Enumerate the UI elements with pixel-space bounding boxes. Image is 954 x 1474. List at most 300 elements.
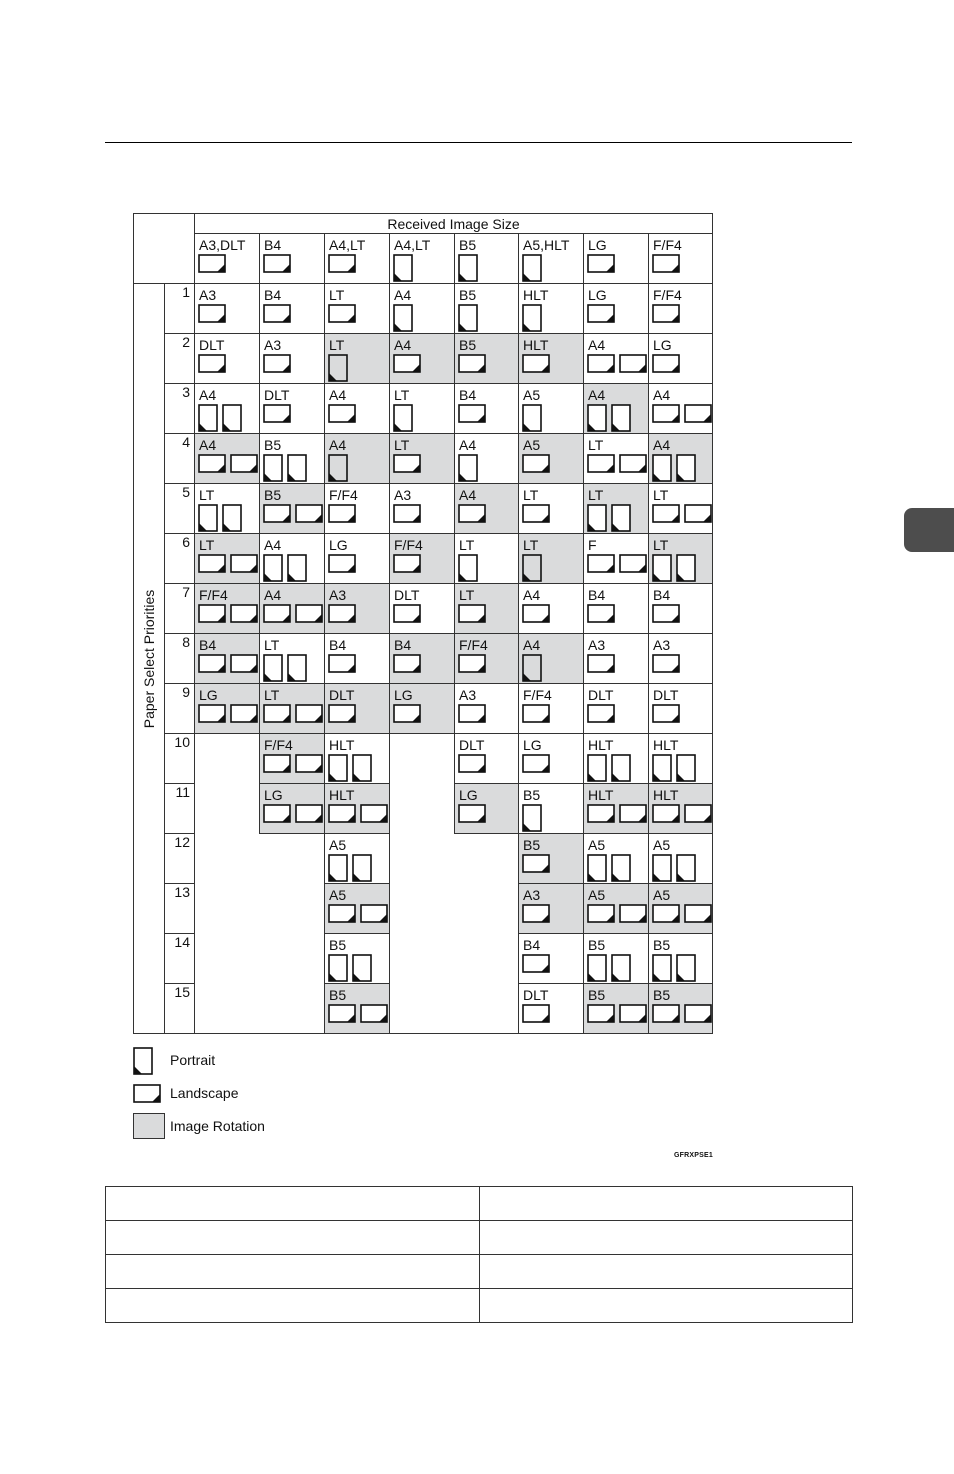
portrait-icon <box>652 854 672 882</box>
landscape-icon <box>263 504 291 523</box>
landscape-icon <box>328 604 356 623</box>
paper-size-label: B4 <box>329 637 347 653</box>
orientation-icons <box>263 254 291 273</box>
portrait-icon <box>352 754 372 782</box>
portrait-icon <box>263 554 283 582</box>
priority-cell <box>584 284 649 334</box>
priority-cell <box>260 634 325 684</box>
orientation-icons <box>522 354 550 373</box>
priority-cell <box>584 934 649 984</box>
landscape-icon <box>328 254 356 273</box>
orientation-icons <box>263 454 307 482</box>
orientation-icons <box>198 254 226 273</box>
paper-size-label: A5 <box>523 437 541 453</box>
portrait-icon <box>611 754 631 782</box>
landscape-icon <box>393 654 421 673</box>
header-row-title <box>134 214 713 234</box>
paper-size-label: A5 <box>329 837 347 853</box>
orientation-icons <box>522 954 550 973</box>
landscape-icon <box>522 854 550 873</box>
landscape-icon <box>230 654 258 673</box>
paper-size-label: A3 <box>459 687 477 703</box>
priority-cell <box>390 584 455 634</box>
landscape-icon <box>587 1004 615 1023</box>
orientation-icons <box>263 404 291 423</box>
priority-cell <box>584 384 649 434</box>
portrait-icon <box>587 504 607 532</box>
orientation-icons <box>393 604 421 623</box>
empty-cell <box>195 784 260 834</box>
paper-size-label: LG <box>329 537 348 553</box>
empty-cell <box>195 834 260 884</box>
paper-size-label: A4 <box>588 387 606 403</box>
paper-size-label: A4 <box>264 587 282 603</box>
orientation-icons <box>263 504 323 523</box>
paper-size-label: LT <box>394 387 410 403</box>
orientation-icons <box>458 704 486 723</box>
column-header <box>584 234 649 284</box>
landscape-icon <box>619 354 647 373</box>
paper-select-priorities-label: Paper Select Priorities <box>141 589 157 728</box>
empty-cell <box>195 934 260 984</box>
table-row <box>134 884 713 934</box>
priority-cell <box>260 334 325 384</box>
paper-size-label: B5 <box>523 837 541 853</box>
portrait-icon <box>263 654 283 682</box>
paper-size-label: LG <box>199 687 218 703</box>
orientation-icons <box>652 804 712 823</box>
portrait-icon <box>522 404 542 432</box>
priority-cell <box>519 784 584 834</box>
landscape-icon <box>522 604 550 623</box>
paper-size-label: F/F4 <box>653 287 682 303</box>
paper-size-label: A4 <box>329 387 347 403</box>
orientation-icons <box>393 354 421 373</box>
landscape-icon <box>458 354 486 373</box>
landscape-icon <box>522 504 550 523</box>
orientation-icons <box>587 1004 647 1023</box>
orientation-icons <box>328 1004 388 1023</box>
empty-cell <box>260 984 325 1034</box>
paper-size-label: LT <box>653 487 669 503</box>
landscape-icon <box>522 454 550 473</box>
landscape-icon <box>619 454 647 473</box>
landscape-icon <box>263 704 291 723</box>
portrait-icon <box>522 554 542 582</box>
landscape-icon <box>684 904 712 923</box>
priority-number: 6 <box>165 534 195 584</box>
portrait-icon <box>328 954 348 982</box>
paper-size-label: LT <box>329 337 345 353</box>
landscape-icon <box>652 504 680 523</box>
orientation-icons <box>393 404 413 432</box>
orientation-icons <box>587 354 647 373</box>
column-header-label: F/F4 <box>653 237 682 253</box>
landscape-icon <box>458 604 486 623</box>
orientation-icons <box>198 554 258 573</box>
priority-cell <box>519 384 584 434</box>
priority-number: 14 <box>165 934 195 984</box>
priority-cell <box>260 384 325 434</box>
portrait-icon <box>676 854 696 882</box>
orientation-icons <box>522 304 542 332</box>
priority-cell <box>195 284 260 334</box>
landscape-icon <box>328 404 356 423</box>
table-row <box>134 584 713 634</box>
landscape-icon <box>328 504 356 523</box>
portrait-icon <box>263 454 283 482</box>
priority-cell <box>195 334 260 384</box>
priority-cell <box>195 384 260 434</box>
figure-code: GFRXPSE1 <box>674 1152 713 1159</box>
orientation-icons <box>652 454 696 482</box>
paper-size-label: HLT <box>329 787 355 803</box>
priority-cell <box>584 834 649 884</box>
orientation-icons <box>587 854 631 882</box>
landscape-icon <box>522 754 550 773</box>
chapter-tab <box>904 508 954 552</box>
empty-cell <box>260 934 325 984</box>
orientation-icons <box>652 604 680 623</box>
priority-cell <box>325 434 390 484</box>
priority-cell <box>195 584 260 634</box>
orientation-icons <box>198 404 242 432</box>
orientation-icons <box>522 454 550 473</box>
landscape-icon <box>587 454 615 473</box>
landscape-icon <box>198 704 226 723</box>
landscape-icon <box>652 304 680 323</box>
portrait-icon <box>652 954 672 982</box>
orientation-icons <box>522 754 550 773</box>
orientation-icons <box>198 354 226 373</box>
priority-cell <box>390 384 455 434</box>
priority-cell <box>260 734 325 784</box>
legend-portrait-label: Portrait <box>170 1052 216 1068</box>
landscape-icon <box>522 704 550 723</box>
landscape-icon <box>684 404 712 423</box>
orientation-icons <box>652 304 680 323</box>
orientation-icons <box>652 704 680 723</box>
paper-size-label: DLT <box>459 737 485 753</box>
priority-cell <box>649 984 713 1034</box>
paper-size-label: HLT <box>653 737 679 753</box>
portrait-icon <box>393 304 413 332</box>
landscape-icon <box>587 604 615 623</box>
portrait-icon <box>458 254 478 282</box>
paper-size-label: A5 <box>588 837 606 853</box>
portrait-icon <box>328 854 348 882</box>
paper-size-label: DLT <box>264 387 290 403</box>
priority-number: 1 <box>165 284 195 334</box>
paper-size-label: F <box>588 537 597 553</box>
priority-cell <box>649 784 713 834</box>
priority-cell <box>390 484 455 534</box>
column-header <box>455 234 519 284</box>
paper-size-label: B5 <box>329 937 347 953</box>
landscape-icon <box>652 704 680 723</box>
orientation-icons <box>587 654 615 673</box>
landscape-icon <box>522 904 550 923</box>
priority-cell <box>455 434 519 484</box>
paper-size-label: B4 <box>459 387 477 403</box>
priority-number: 8 <box>165 634 195 684</box>
orientation-icons <box>522 504 550 523</box>
empty-cell <box>195 884 260 934</box>
landscape-icon <box>198 654 226 673</box>
priority-cell <box>455 284 519 334</box>
priority-cell <box>260 684 325 734</box>
paper-size-label: LG <box>523 737 542 753</box>
priority-number: 9 <box>165 684 195 734</box>
empty-cell <box>260 834 325 884</box>
landscape-icon <box>619 904 647 923</box>
landscape-icon <box>458 804 486 823</box>
paper-size-label: LT <box>653 537 669 553</box>
priority-cell <box>519 334 584 384</box>
landscape-icon <box>295 604 323 623</box>
paper-size-label: HLT <box>588 787 614 803</box>
orientation-icons <box>393 304 413 332</box>
priority-cell <box>584 434 649 484</box>
orientation-icons <box>587 754 631 782</box>
paper-size-label: LT <box>523 537 539 553</box>
landscape-icon <box>587 254 615 273</box>
legend-landscape-label: Landscape <box>170 1085 239 1101</box>
orientation-icons <box>198 604 258 623</box>
table-row <box>134 834 713 884</box>
orientation-icons <box>652 504 712 523</box>
priority-cell <box>390 284 455 334</box>
orientation-icons <box>587 504 631 532</box>
landscape-icon <box>230 454 258 473</box>
orientation-icons <box>522 904 550 923</box>
priority-cell <box>325 934 390 984</box>
priority-cell <box>649 384 713 434</box>
paper-size-label: HLT <box>523 337 549 353</box>
priority-cell <box>390 634 455 684</box>
orientation-icons <box>328 404 356 423</box>
priority-cell <box>455 334 519 384</box>
landscape-icon <box>587 804 615 823</box>
portrait-icon <box>393 254 413 282</box>
portrait-icon <box>287 554 307 582</box>
empty-cell <box>390 784 455 834</box>
orientation-icons <box>522 404 542 432</box>
empty-cell <box>195 984 260 1034</box>
orientation-icons <box>652 954 696 982</box>
paper-size-label: F/F4 <box>394 537 423 553</box>
landscape-icon <box>619 554 647 573</box>
paper-size-label: DLT <box>653 687 679 703</box>
paper-size-label: A4 <box>653 387 671 403</box>
priority-cell <box>519 734 584 784</box>
header-row-sizes <box>134 234 713 284</box>
landscape-icon <box>328 904 356 923</box>
orientation-icons <box>458 454 478 482</box>
landscape-icon <box>652 654 680 673</box>
priority-cell <box>649 634 713 684</box>
orientation-icons <box>587 604 615 623</box>
priority-cell <box>584 484 649 534</box>
priority-cell <box>325 484 390 534</box>
portrait-icon <box>352 954 372 982</box>
orientation-icons <box>393 654 421 673</box>
paper-size-label: A4 <box>199 437 217 453</box>
orientation-icons <box>587 254 615 273</box>
table-row <box>134 784 713 834</box>
landscape-icon <box>652 354 680 373</box>
landscape-icon <box>652 904 680 923</box>
priority-cell <box>390 684 455 734</box>
landscape-icon <box>587 304 615 323</box>
priority-cell <box>584 534 649 584</box>
landscape-icon <box>619 1004 647 1023</box>
paper-size-label: LT <box>199 487 215 503</box>
column-header-label: B5 <box>459 237 477 253</box>
orientation-icons <box>587 904 647 923</box>
landscape-icon <box>458 504 486 523</box>
paper-size-label: B5 <box>329 987 347 1003</box>
priority-number: 11 <box>165 784 195 834</box>
landscape-icon <box>295 804 323 823</box>
landscape-icon <box>328 704 356 723</box>
landscape-icon <box>328 1004 356 1023</box>
paper-size-label: A5 <box>523 387 541 403</box>
table-row <box>134 684 713 734</box>
table-row <box>134 334 713 384</box>
paper-size-label: DLT <box>394 587 420 603</box>
priority-cell <box>455 784 519 834</box>
landscape-icon <box>198 554 226 573</box>
orientation-icons <box>522 604 550 623</box>
paper-size-label: B5 <box>264 437 282 453</box>
empty-cell <box>390 984 455 1034</box>
priority-number: 5 <box>165 484 195 534</box>
paper-size-label: B5 <box>523 787 541 803</box>
column-header-label: A5,HLT <box>523 237 570 253</box>
landscape-icon <box>522 954 550 973</box>
paper-size-label: F/F4 <box>523 687 552 703</box>
priority-cell <box>260 484 325 534</box>
empty-cell <box>455 934 519 984</box>
header-rule <box>105 142 852 143</box>
priority-cell <box>455 684 519 734</box>
paper-size-label: A5 <box>653 887 671 903</box>
paper-size-label: A4 <box>264 537 282 553</box>
landscape-icon <box>295 704 323 723</box>
table-row <box>106 1289 853 1323</box>
paper-size-label: A4 <box>459 487 477 503</box>
orientation-icons <box>587 954 631 982</box>
paper-size-label: LT <box>264 637 280 653</box>
orientation-icons <box>652 354 680 373</box>
legend-portrait <box>133 1047 216 1075</box>
priority-cell <box>455 634 519 684</box>
orientation-icons <box>652 554 696 582</box>
orientation-icons <box>263 304 291 323</box>
orientation-icons <box>522 254 542 282</box>
paper-size-label: LT <box>329 287 345 303</box>
portrait-icon <box>522 654 542 682</box>
column-header-label: A3,DLT <box>199 237 246 253</box>
table-row <box>134 734 713 784</box>
priority-cell <box>649 884 713 934</box>
priority-cell <box>325 884 390 934</box>
priority-cell <box>195 534 260 584</box>
landscape-icon <box>263 754 291 773</box>
landscape-icon <box>133 1084 161 1103</box>
paper-size-label: B5 <box>459 287 477 303</box>
orientation-icons <box>263 654 307 682</box>
empty-cell <box>455 834 519 884</box>
landscape-icon <box>360 1004 388 1023</box>
paper-size-label: DLT <box>329 687 355 703</box>
landscape-icon <box>652 404 680 423</box>
paper-size-label: F/F4 <box>264 737 293 753</box>
priority-cell <box>325 334 390 384</box>
orientation-icons <box>393 254 413 282</box>
legend-rotation <box>133 1113 265 1139</box>
orientation-icons <box>652 1004 712 1023</box>
orientation-icons <box>393 454 421 473</box>
orientation-icons <box>198 704 258 723</box>
orientation-icons <box>328 354 348 382</box>
orientation-icons <box>587 404 631 432</box>
priority-number: 4 <box>165 434 195 484</box>
priority-cell <box>584 334 649 384</box>
priority-cell <box>325 284 390 334</box>
orientation-icons <box>458 404 486 423</box>
portrait-icon <box>676 954 696 982</box>
orientation-icons <box>587 454 647 473</box>
table-row <box>134 384 713 434</box>
landscape-icon <box>328 804 356 823</box>
empty-cell <box>260 884 325 934</box>
paper-size-label: B4 <box>264 287 282 303</box>
portrait-icon <box>587 754 607 782</box>
orientation-icons <box>522 854 550 873</box>
table-row <box>134 484 713 534</box>
portrait-icon <box>198 504 218 532</box>
paper-size-label: F/F4 <box>199 587 228 603</box>
orientation-icons <box>587 804 647 823</box>
priority-cell <box>325 834 390 884</box>
paper-size-label: LG <box>264 787 283 803</box>
table-row <box>134 284 713 334</box>
portrait-icon <box>611 504 631 532</box>
paper-size-label: A5 <box>653 837 671 853</box>
landscape-icon <box>522 354 550 373</box>
paper-size-label: F/F4 <box>329 487 358 503</box>
priority-number: 10 <box>165 734 195 784</box>
landscape-icon <box>458 754 486 773</box>
landscape-icon <box>684 1004 712 1023</box>
priority-cell <box>584 734 649 784</box>
landscape-icon <box>587 704 615 723</box>
empty-cell <box>390 734 455 784</box>
landscape-icon <box>684 804 712 823</box>
priority-cell <box>519 984 584 1034</box>
landscape-icon <box>587 354 615 373</box>
landscape-icon <box>587 904 615 923</box>
paper-size-label: A5 <box>588 887 606 903</box>
portrait-icon <box>458 304 478 332</box>
corner-cell <box>134 214 195 284</box>
priority-cell <box>649 484 713 534</box>
priority-cell <box>260 284 325 334</box>
landscape-icon <box>198 304 226 323</box>
orientation-icons <box>328 304 356 323</box>
